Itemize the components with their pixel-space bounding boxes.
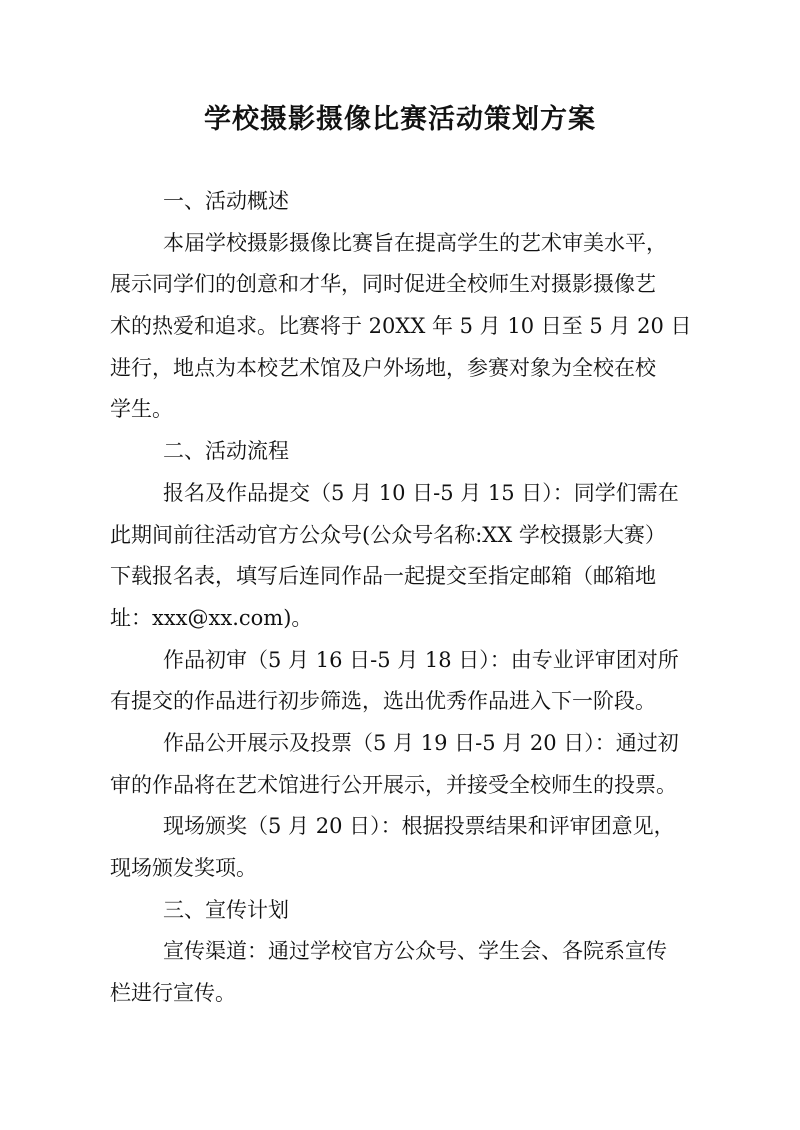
section-heading: 三、宣传计划	[163, 897, 289, 922]
paragraph-line: 作品公开展示及投票（5 月 19 日-5 月 20 日）：通过初	[163, 730, 679, 755]
paragraph-line: 作品初审（5 月 16 日-5 月 18 日）：由专业评审团对所	[163, 647, 679, 672]
paragraph-line: 进行，地点为本校艺术馆及户外场地，参赛对象为全校在校	[110, 355, 656, 380]
paragraph-line: 展示同学们的创意和才华，同时促进全校师生对摄影摄像艺	[110, 272, 656, 297]
paragraph-line: 栏进行宣传。	[110, 981, 236, 1006]
section-heading: 一、活动概述	[163, 189, 289, 213]
paragraph-line: 审的作品将在艺术馆进行公开展示，并接受全校师生的投票。	[110, 772, 677, 797]
paragraph-line: 报名及作品提交（5 月 10 日-5 月 15 日）：同学们需在	[163, 480, 679, 505]
paragraph-line: 现场颁发奖项。	[110, 856, 257, 880]
paragraph-line: 有提交的作品进行初步筛选，选出优秀作品进入下一阶段。	[110, 689, 656, 714]
paragraph-line: 现场颁奖（5 月 20 日）：根据投票结果和评审团意见，	[163, 814, 675, 839]
paragraph-line: 址：xxx@xx.com)。	[110, 605, 313, 630]
paragraph-line: 下载报名表，填写后连同作品一起提交至指定邮箱（邮箱地	[110, 564, 656, 589]
paragraph-line: 学生。	[110, 397, 173, 422]
document-title: 学校摄影摄像比赛活动策划方案	[204, 104, 596, 135]
document-body	[110, 181, 700, 1015]
paragraph-line: 术的热爱和追求。比赛将于 20XX 年 5 月 10 日至 5 月 20 日	[110, 314, 692, 339]
paragraph-line: 此期间前往活动官方公众号(公众号名称:XX 学校摄影大赛）	[110, 522, 666, 547]
section-heading: 二、活动流程	[163, 439, 289, 464]
paragraph-line: 本届学校摄影摄像比赛旨在提高学生的艺术审美水平，	[163, 230, 667, 255]
paragraph-line: 宣传渠道：通过学校官方公众号、学生会、各院系宣传	[163, 939, 667, 964]
